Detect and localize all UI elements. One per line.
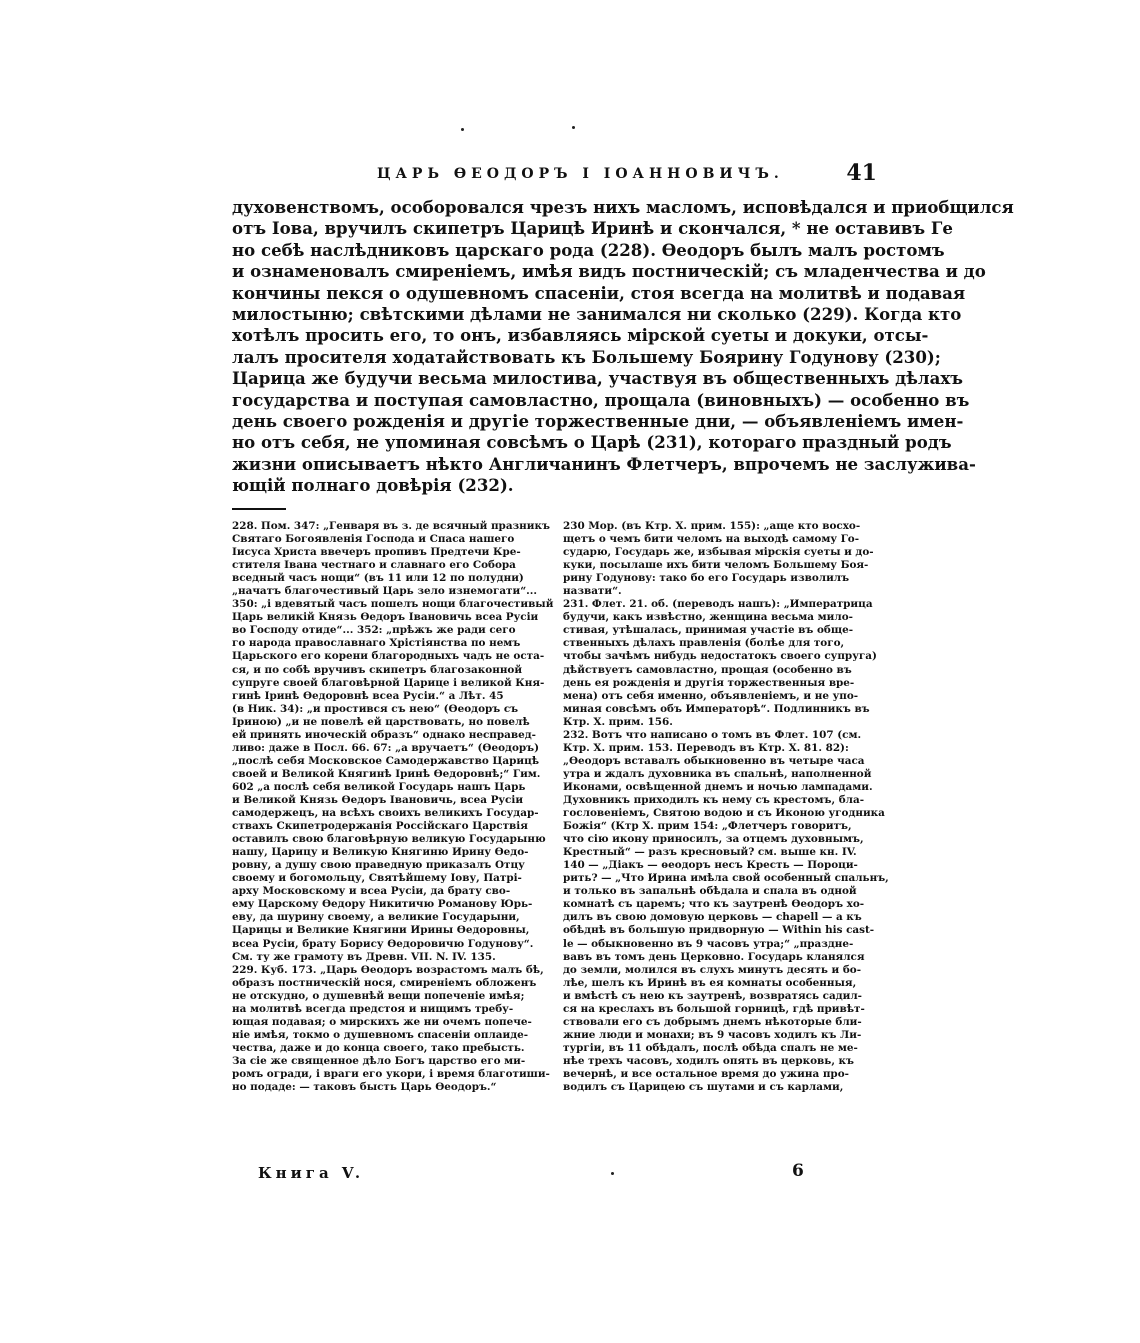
footnote-line: го народа православнаго Хрiстiянства по немъ [232, 637, 521, 650]
footnote-line: еву, да шурину своему, а великие Государыни, [232, 911, 520, 924]
footnote-line: 350: „i вдевятый часъ пошелъ нощи благочестивый [232, 598, 554, 611]
footnote-line: нiе имѣя, токмо о душевномъ спасенiи оплаиде- [232, 1028, 529, 1041]
text-line: духовенствомъ, особоровался чрезъ нихъ масломъ, исповѣдался и приобщился [232, 197, 1014, 217]
footnote-line: Iриною) „и не повелѣ ей царствовать, но повелѣ [232, 715, 530, 728]
footnote-line: Божiя“ (Ктр X. прим 154: „Флетчеръ говоритъ, [563, 820, 852, 833]
footnote-line: нашу, Царицу и Великую Княгиню Ирину Ѳедо- [232, 846, 529, 859]
footnote-line: что сiю икону приносилъ, за отцемъ духовнымъ, [563, 833, 864, 846]
text-line: но отъ себя, не упоминая совсѣмъ о Царѣ (231), котораго праздный родъ [232, 432, 952, 453]
running-header [232, 160, 877, 190]
footnote-line: вседный часъ нощи“ (въ 11 или 12 по полудни) [232, 572, 524, 585]
footnote-line: стивая, утѣшалась, принимая участiе въ обще- [563, 624, 854, 637]
footnote-line: своей и Великой Княгинѣ Iринѣ Ѳедоровнѣ;“ Гим. [232, 767, 541, 780]
footnote-line: утра и ждалъ духовника въ спальнѣ, наполненной [563, 767, 872, 780]
footnote-line: будучи, какъ извѣстно, женщина весьма мило- [563, 611, 853, 624]
footnote-line: (в Ник. 34): „и простився съ нею“ (Ѳеодоръ съ [232, 702, 519, 715]
footnote-line: комнатѣ съ царемъ; что къ заутренѣ Ѳеодоръ хо- [563, 898, 865, 911]
footnote-line: и только въ запальнѣ обѣдала и спала въ одной [563, 885, 857, 898]
footnote-line: 231. Флет. 21. об. (переводъ нашъ): „Императрица [563, 598, 873, 611]
footnote-line: образъ постническiй нося, смиренiемъ обложенъ [232, 976, 537, 989]
footnote-line: самодержецъ, на всѣхъ своихъ великихъ Государ- [232, 807, 539, 820]
page-number: 41 [846, 160, 877, 186]
footnote-line: le — обыкновенно въ 9 часовъ утра;“ „праздне- [563, 937, 854, 950]
text-line: Царица же будучи весьма милостива, участвуя въ общественныхъ дѣлахъ [232, 368, 963, 389]
footnote-line: супруге своей благовѣрной Царице i великой Кня- [232, 676, 545, 689]
text-line: жизни описываетъ нѣкто Англичанинъ Флетчеръ, впрочемъ не заслужива- [232, 453, 976, 474]
footnote-line: до земли, молился въ слухъ минутъ десять и бо- [563, 963, 862, 976]
footnote-line: рить? — „Что Ирина имѣла свой особенный спальнъ, [563, 872, 889, 885]
footnote-line: Иконами, освѣщенной днемъ и ночью лампадами. [563, 780, 873, 793]
print-speck [461, 128, 464, 131]
text-line: хотѣлъ просить его, то онъ, избавляясь мiрской суеты и докуки, отсы- [232, 325, 929, 346]
footnote-line: 228. Пом. 347: „Генваря въ з. де всячный празникъ [232, 520, 550, 532]
text-line: кончины пекся о одушевномъ спасенiи, стоя всегда на молитвѣ и подавая [232, 282, 966, 303]
footnote-line: „Ѳеодоръ вставалъ обыкновенно въ четыре часа [563, 754, 865, 767]
footnote-line: но подаде: — таковъ бысть Царь Ѳеодоръ.“ [232, 1081, 497, 1094]
text-line: день своего рожденiя и другiе торжественные дни, — объявленiемъ имен- [232, 411, 964, 432]
footnote-line: арху Московскому и всеа Русiи, да брату сво- [232, 885, 511, 898]
footnote-line: ственныхъ дѣлахъ правленiя (болѣе для того, [563, 637, 845, 650]
footnote-line: миная совсѣмъ объ Императорѣ“. Подлинникъ въ [563, 702, 870, 715]
footnote-line: См. ту же грамоту въ Древн. VII. N. IV. 135. [232, 950, 496, 963]
signature-mark: Книга V. [258, 1164, 365, 1182]
footnote-separator [232, 508, 286, 510]
footnote-line: и вмѣстѣ съ нею къ заутренѣ, возвратясь садил- [563, 989, 862, 1002]
footnote-line: тургiи, въ 11 обѣдалъ, послѣ обѣда спалъ не ме- [563, 1041, 858, 1054]
main-text [232, 197, 1014, 497]
footnote-line: на молитвѣ всегда предстоя и нищимъ требу- [232, 1002, 514, 1015]
footnote-line: день ея рожденiя и другiя торжественныя вре- [563, 676, 855, 689]
footnote-line: всеа Русiи, брату Борису Ѳедоровичю Годунову“. [232, 937, 534, 950]
footnote-line: не отскудно, о душевнѣй вещи попеченiе имѣя; [232, 989, 525, 1002]
footnote-line: во Господу отиде“... 352: „прѣжъ же ради сего [232, 624, 516, 637]
footnote-line: ему Царскому Ѳедору Никитичю Романову Юрь- [232, 898, 533, 911]
footnote-line: 229. Куб. 173. „Царь Ѳеодоръ возрастомъ малъ бѣ, [232, 963, 544, 976]
footnote-line: гинѣ Iринѣ Ѳедоровнѣ всеа Русiи.“ а Лѣт. 45 [232, 689, 504, 702]
running-title: ЦАРЬ ѲЕОДОРЪ I IОАННОВИЧЪ. [377, 166, 784, 182]
footnote-line: 140 — „Дiакъ — ѳеодоръ несъ Кресть — Пороци- [563, 859, 858, 872]
footnote-line: 602 „а послѣ себя великой Государь нашъ Царь [232, 780, 526, 793]
footnote-line: мена) отъ себя именно, объявленiемъ, и не упо- [563, 689, 859, 702]
footnote-line: ющая подавая; о мирскихъ же ни очемъ попече- [232, 1015, 532, 1028]
footnote-line: чтобы зачѣмъ нибудь недостатокъ своего супруга) [563, 650, 877, 663]
footnote-line: вечернѣ, и все остальное время до ужина про- [563, 1067, 849, 1080]
footnote-line: гословенiемъ, Святою водою и съ Иконою угодника [563, 807, 885, 820]
text-line: отъ Iова, вручилъ скипетръ Царицѣ Иринѣ и скончался, * не оставивъ Ге [232, 218, 953, 239]
footnote-line: щетъ о чемъ бити челомъ на выходѣ самому Го- [563, 533, 860, 546]
footnote-line: 230 Мор. (въ Ктр. X. прим. 155): „аще кто восхо- [563, 520, 861, 532]
footnote-line: ровну, а душу свою праведную приказалъ Отцу [232, 859, 525, 872]
footnote-line: Царьского его корени благородныхъ чадъ не оста- [232, 650, 545, 663]
text-line: но себѣ наслѣдниковъ царскаго рода (228). Ѳеодоръ былъ малъ ростомъ [232, 239, 945, 260]
footnote-line: За сiе же священное дѣло Богъ царство его ми- [232, 1054, 526, 1067]
footnote-line: обѣднѣ въ большую придворную — Within his cast- [563, 924, 875, 937]
footnote-line: дѣйствуетъ самовластно, прощая (особенно въ [563, 663, 852, 676]
text-line: лалъ просителя ходатайствовать къ Большему Боярину Годунову (230); [232, 346, 941, 367]
text-line: и ознаменовалъ смиренiемъ, имѣя видъ постническiй; съ младенчества и до [232, 261, 986, 282]
footnote-line: рину Годунову: тако бо его Государь изволилъ [563, 572, 850, 585]
text-line: государства и поступая самовластно, прощала (виновныхъ) — особенно въ [232, 389, 970, 410]
footnote-line: ствовали его съ добрымъ днемъ нѣкоторые бли- [563, 1015, 862, 1028]
text-line: ющiй полнаго довѣрiя (232). [232, 475, 514, 496]
footnote-line: ствахъ Скипетродержанiя Россiйскаго Царствiя [232, 820, 528, 833]
footnote-line: лѣе, шелъ къ Иринѣ въ ея комнаты особенныя, [563, 976, 857, 989]
footnotes-right-column [563, 520, 889, 1094]
footnote-line: Ктр. X. прим. 156. [563, 715, 673, 728]
footnote-line: жние люди и монахи; въ 9 часовъ ходилъ къ Ли- [563, 1028, 862, 1041]
footnote-line: и Великой Князь Ѳедоръ Iвановичь, всеа Русiи [232, 793, 524, 806]
footnote-line: чества, даже и до конца своего, тако пребысть. [232, 1041, 525, 1054]
print-speck [611, 1172, 614, 1175]
footnote-line: ся на креслахъ въ большой горницѣ, гдѣ привѣт- [563, 1002, 865, 1015]
footnote-line: Святаго Богоявленiя Господа и Спаса нашего [232, 533, 515, 546]
footnote-line: нѣе трехъ часовъ, ходилъ опять въ церковь, къ [563, 1054, 855, 1067]
footnote-line: Крестный“ — разъ кресновый? см. выше кн. IV. [563, 846, 857, 859]
footnote-line: сударю, Государь же, избывая мiрскiя суеты и до- [563, 546, 874, 559]
footnote-line: „начатъ благочестивый Царь зело изнемогати“... [232, 585, 538, 598]
footnote-line: ся, и по собѣ вручивъ скипетръ благозаконной [232, 663, 523, 676]
sheet-number: 6 [792, 1161, 804, 1181]
footnote-line: дилъ въ свою домовую церковь — chapell — а къ [563, 911, 862, 924]
footnote-line: назвати“. [563, 585, 622, 598]
footnote-line: Царь великiй Князь Ѳедоръ Iвановичь всеа Русiи [232, 611, 539, 624]
footnote-line: Духовникъ приходилъ къ нему съ крестомъ, бла- [563, 793, 865, 806]
footnote-line: ей принять иноческiй образъ“ однако несправед- [232, 728, 536, 741]
footnote-line: стителя Iвана честнаго и славнаго его Собора [232, 559, 516, 572]
footnote-line: „послѣ себя Московское Самодержавство Царицѣ [232, 754, 540, 767]
print-speck [572, 126, 575, 129]
footnote-line: куки, посылаше ихъ бити челомъ Большему Боя- [563, 559, 869, 572]
footnote-line: оставилъ свою благовѣрную великую Государыню [232, 833, 546, 846]
footnote-line: 232. Вотъ что написано о томъ въ Флет. 107 (см. [563, 728, 862, 741]
footnote-line: вавъ въ томъ день Церковно. Государь кланялся [563, 950, 865, 963]
footnote-line: Ктр. X. прим. 153. Переводъ въ Ктр. X. 81. 82): [563, 741, 849, 754]
text-line: милостыню; свѣтскими дѣлами не занимался ни сколько (229). Когда кто [232, 304, 962, 325]
footnote-line: ромъ огради, i враги его укори, i время благотиши- [232, 1067, 550, 1080]
footnote-line: ливо: даже в Посл. 66. 67: „а вручаетъ“ (Ѳеодоръ) [232, 741, 540, 754]
footnotes-left-column [232, 520, 554, 1094]
footnote-line: своему и богомольцу, Святѣйшему Iову, Патрi- [232, 872, 522, 885]
footnote-line: водилъ съ Царицею съ шутами и съ карлами, [563, 1081, 844, 1094]
footnote-line: Iисуса Христа ввечеръ пропивъ Предтечи Кре- [232, 546, 521, 559]
footnote-line: Царицы и Великие Княгини Ирины Ѳедоровны, [232, 924, 530, 937]
